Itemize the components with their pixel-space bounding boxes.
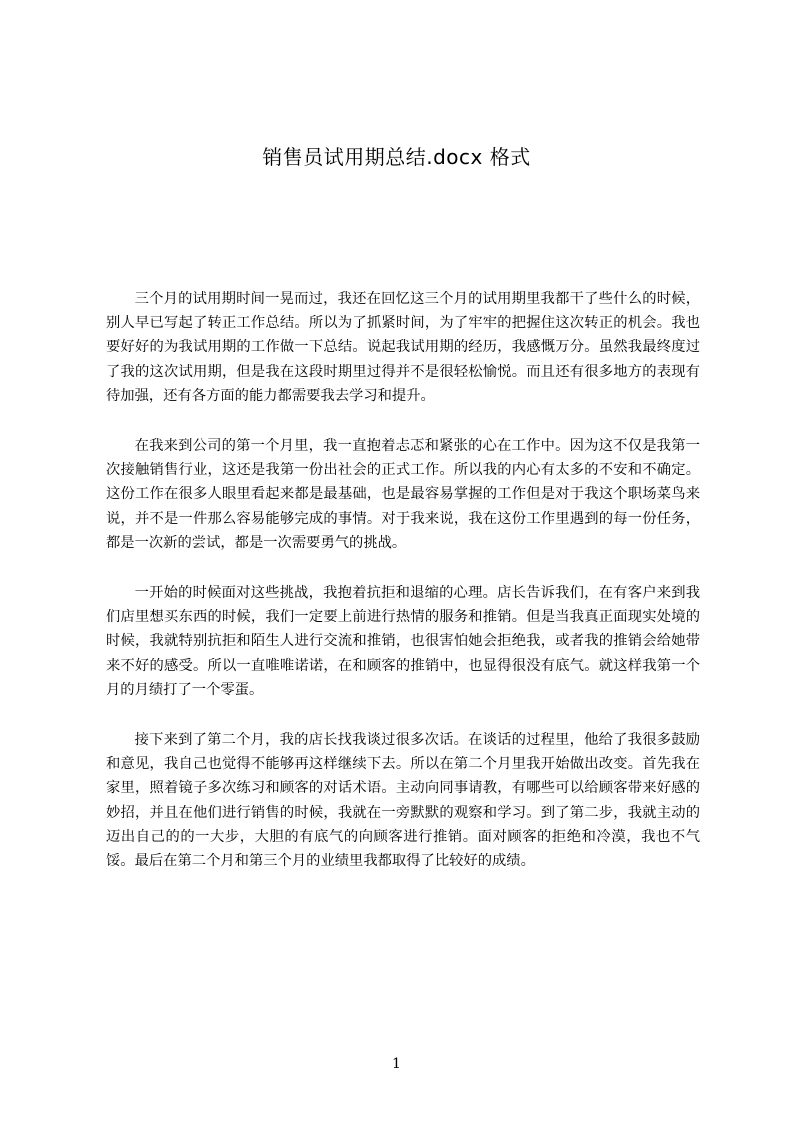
paragraph: 接下来到了第二个月，我的店长找我谈过很多次话。在谈话的过程里，他给了我很多鼓励和意见，我自己也觉得不能够再这样继续下去。所以在第二个月里我开始做出改变。首先我在家里，照着镜子多次练习和顾客的对话术语。主动向同事请教，有哪些可以给顾客带来好感的妙招，并且在他们进行销售的时候，我就在一旁默默的观察和学习。到了第二步，我就主动的迈出自己的的一大步，大胆的有底气的向顾客进行推销。面对顾客的拒绝和冷漠，我也不气馁。最后在第二个月和第三个月的业绩里我都取得了比较好的成绩。	[106, 732, 700, 870]
document-body	[106, 287, 700, 899]
page-number: 1	[392, 1056, 401, 1072]
paragraph: 三个月的试用期时间一晃而过，我还在回忆这三个月的试用期里我都干了些什么的时候，别人早已写起了转正工作总结。所以为了抓紧时间，为了牢牢的把握住这次转正的机会。我也要好好的为我试用期的工作做一下总结。说起我试用期的经历，我感慨万分。虽然我最终度过了我的这次试用期，但是我在这段时期里过得并不是很轻松愉悦。而且还有很多地方的表现有待加强，还有各方面的能力都需要我去学习和提升。	[106, 291, 700, 404]
paragraph: 在我来到公司的第一个月里，我一直抱着忐忑和紧张的心在工作中。因为这不仅是我第一次接触销售行业，这还是我第一份出社会的正式工作。所以我的内心有太多的不安和不确定。这份工作在很多人眼里看起来都是最基础，也是最容易掌握的工作但是对于我这个职场菜鸟来说，并不是一件那么容易能够完成的事情。对于我来说，我在这份工作里遇到的每一份任务，都是一次新的尝试，都是一次需要勇气的挑战。	[106, 438, 700, 551]
document-title: 销售员试用期总结.docx 格式	[262, 145, 531, 169]
paragraph: 一开始的时候面对这些挑战，我抱着抗拒和退缩的心理。店长告诉我们，在有客户来到我们店里想买东西的时候，我们一定要上前进行热情的服务和推销。但是当我真正面现实处境的时候，我就特别抗拒和陌生人进行交流和推销，也很害怕她会拒绝我，或者我的推销会给她带来不好的感受。所以一直唯唯诺诺，在和顾客的推销中，也显得很没有底气。就这样我第一个月的月绩打了一个零蛋。	[106, 585, 700, 698]
